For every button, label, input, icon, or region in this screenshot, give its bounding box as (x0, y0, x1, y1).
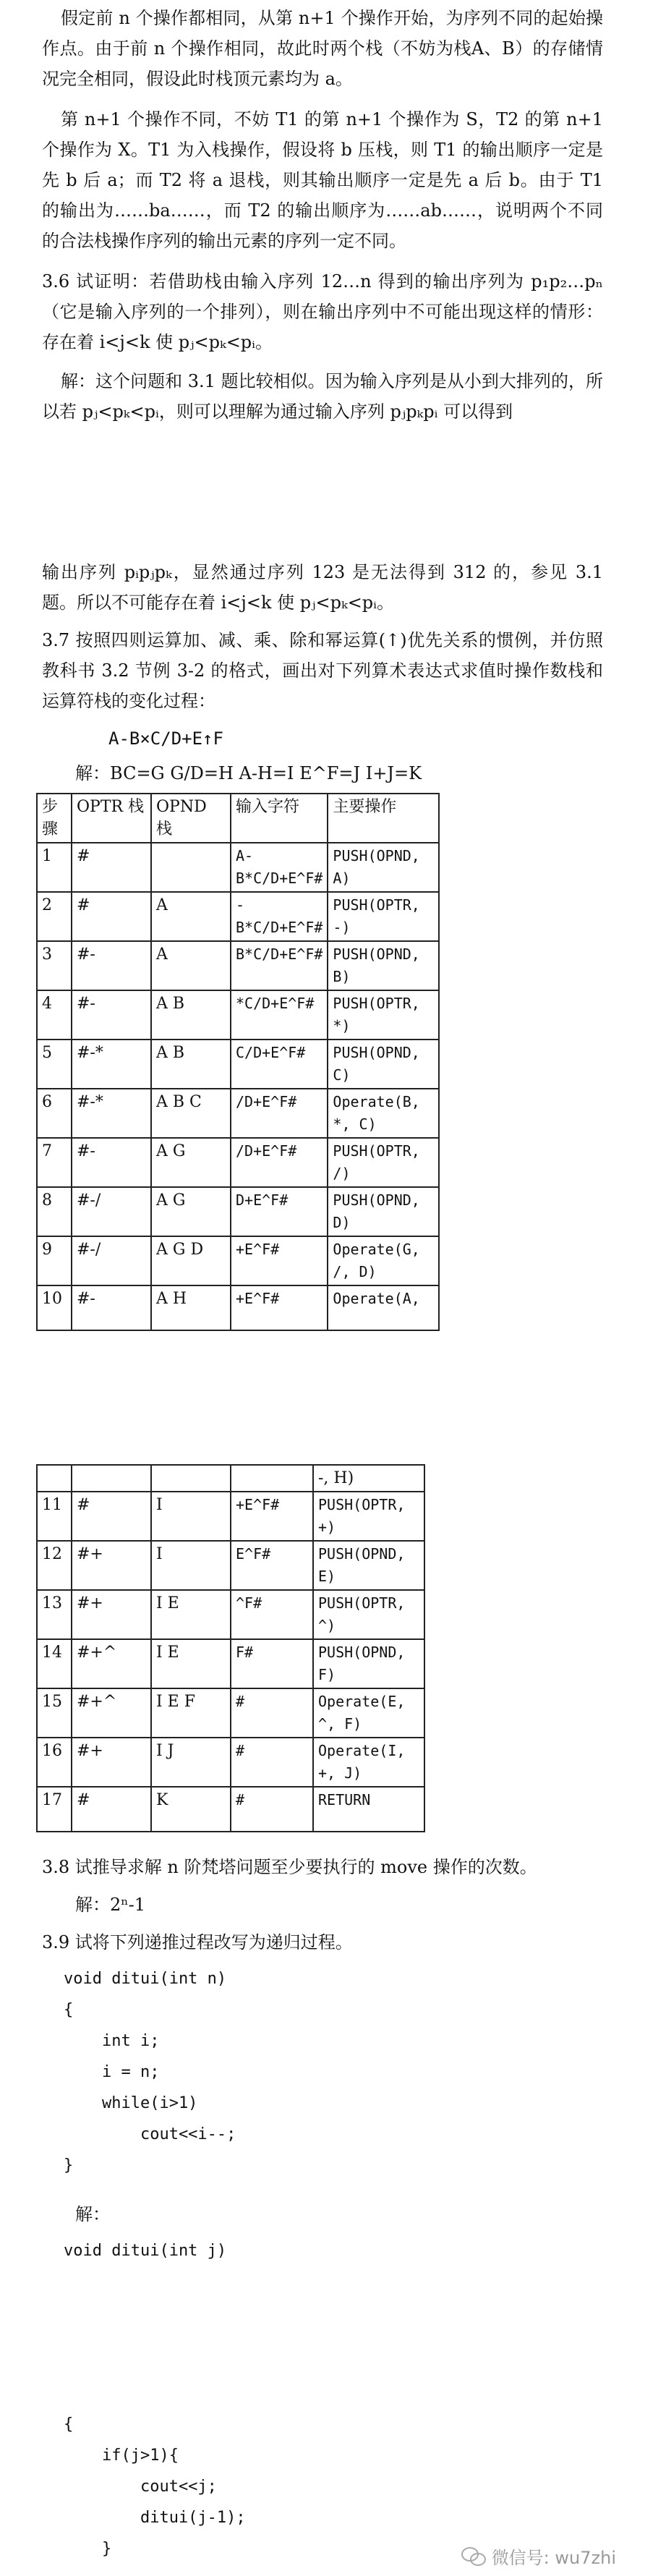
table-cell-step: 10 (37, 1285, 72, 1330)
table-cell-input: +E^F# (231, 1492, 313, 1541)
table-cell-opnd (151, 843, 231, 892)
question-3-7: 3.7 按照四则运算加、减、乘、除和幂运算(↑)优先关系的惯例，并仿照教科书 3.2 节例 3-2 的格式，画出对下列算术表达式求值时操作数栈和运算符栈的变化过程： (42, 630, 603, 711)
code-recursive-body: { if(j>1){ cout<<j; ditui(j-1); } (64, 2415, 246, 2558)
table-cell-opnd: K (151, 1787, 231, 1832)
table-cell-input: D+E^F# (231, 1187, 328, 1236)
paragraph-1: 假定前 n 个操作都相同，从第 n+1 个操作开始，为序列不同的起始操作点。由于前 n 个操作相同，故此时两个栈（不妨为栈A、B）的存储情况完全相同，假设此时栈顶元素均为 a。 (42, 8, 603, 89)
table-cell-optr: #-* (72, 1040, 151, 1089)
table-cell-opnd: I E (151, 1639, 231, 1688)
table-cell-optr: # (72, 892, 151, 941)
table-cell-opnd: A H (151, 1285, 231, 1330)
table-row (37, 1639, 424, 1688)
table-cell-optr: #+^ (72, 1688, 151, 1738)
table-cell-input: A-B*C/D+E^F# (231, 843, 328, 892)
table-cell-step: 2 (37, 892, 72, 941)
table-cell-operation: PUSH(OPTR, ^) (313, 1590, 424, 1639)
answer-3-9-label: 解： (75, 2204, 110, 2224)
header-opnd: OPND 栈 (151, 794, 231, 843)
answer-3-8: 解：2ⁿ-1 (75, 1895, 146, 1915)
table-cell-input: B*C/D+E^F# (231, 941, 328, 990)
table-cell-step: 8 (37, 1187, 72, 1236)
table-cell-input: # (231, 1738, 313, 1787)
table-row (37, 1787, 424, 1832)
table-cell-operation: Operate(G, /, D) (328, 1236, 439, 1285)
table-cell-operation: PUSH(OPND, E) (313, 1541, 424, 1590)
table-row (37, 1590, 424, 1639)
table-cell-operation: PUSH(OPND, D) (328, 1187, 439, 1236)
table-cell-operation: Operate(A, (328, 1285, 439, 1330)
table-row (37, 990, 439, 1040)
table-row (37, 1138, 439, 1187)
paragraph-2: 第 n+1 个操作不同，不妨 T1 的第 n+1 个操作为 S，T2 的第 n+1 个操作为 X。T1 为入栈操作，假设将 b 压栈，则 T1 的输出顺序一定是先 b 后 a；而 T2 将 a 退栈，则其输出顺序一定是先 a 后 b。由于 T1 的输出为……ba……，而 T2 的输出顺序为……ab……，说明两个不同的合法栈操作序列的输出元素的序列一定不同。 (42, 109, 603, 251)
watermark-text: 微信号: wu7zhi (491, 2548, 616, 2568)
table-row (37, 843, 439, 892)
table-cell-optr: # (72, 1492, 151, 1541)
header-operation: 主要操作 (328, 794, 439, 843)
table-cell-step: 17 (37, 1787, 72, 1832)
table-row (37, 1187, 439, 1236)
table-row (37, 1236, 439, 1285)
table-row-continuation (37, 1465, 424, 1492)
table-row (37, 1541, 424, 1590)
table-cell-input: +E^F# (231, 1236, 328, 1285)
table-row (37, 1688, 424, 1738)
table-cell-opnd: I E F (151, 1688, 231, 1738)
wechat-icon (461, 2546, 486, 2567)
table-cell-step: 11 (37, 1492, 72, 1541)
question-3-8: 3.8 试推导求解 n 阶梵塔问题至少要执行的 move 操作的次数。 (42, 1857, 537, 1877)
table-cell-opnd: I (151, 1541, 231, 1590)
answer-3-7-steps: 解：BC=G G/D=H A-H=I E^F=J I+J=K (75, 763, 422, 783)
table-cell-step: 9 (37, 1236, 72, 1285)
table-cell-optr: #+ (72, 1541, 151, 1590)
header-step: 步骤 (37, 794, 72, 843)
table-cell-input: F# (231, 1639, 313, 1688)
table-row (37, 941, 439, 990)
table-cell-optr: #-* (72, 1089, 151, 1138)
table-row (37, 1040, 439, 1089)
table-cell-opnd: I J (151, 1738, 231, 1787)
table-cell-step: 14 (37, 1639, 72, 1688)
table-cell-input: +E^F# (231, 1285, 328, 1330)
table-cell-operation: PUSH(OPTR, +) (313, 1492, 424, 1541)
question-3-6: 3.6 试证明：若借助栈由输入序列 12…n 得到的输出序列为 p₁p₂…pₙ（它是输入序列的一个排列），则在输出序列中不可能出现这样的情形：存在着 i<j<k 使 pⱼ<pₖ<pᵢ。 (42, 271, 603, 352)
answer-3-6-part1: 解：这个问题和 3.1 题比较相似。因为输入序列是从小到大排列的，所以若 pⱼ<pₖ<pᵢ，则可以理解为通过输入序列 pⱼpₖpᵢ 可以得到 (42, 371, 603, 422)
table-cell-step: 16 (37, 1738, 72, 1787)
table-cell-optr: #- (72, 941, 151, 990)
table-cell-optr: #- (72, 990, 151, 1040)
table-cell-opnd: A (151, 892, 231, 941)
table-row (37, 1089, 439, 1138)
table-cell-optr: # (72, 843, 151, 892)
code-iterative: void ditui(int n) { int i; i = n; while(i>1) cout<<i--; } (64, 1970, 236, 2175)
question-3-9: 3.9 试将下列递推过程改写为递归过程。 (42, 1932, 353, 1952)
header-optr: OPTR 栈 (72, 794, 151, 843)
table-cell-input: /D+E^F# (231, 1138, 328, 1187)
table-cell-optr: #-/ (72, 1187, 151, 1236)
table-row (37, 1738, 424, 1787)
table-cell-input: # (231, 1787, 313, 1832)
table-cell-opnd: A B (151, 1040, 231, 1089)
table-cell-optr: #+ (72, 1590, 151, 1639)
table-cell-optr: #+ (72, 1738, 151, 1787)
table-cell-operation: Operate(I, +, J) (313, 1738, 424, 1787)
table-cell-step: 15 (37, 1688, 72, 1738)
table-cell-step: 5 (37, 1040, 72, 1089)
table-cell-operation: RETURN (313, 1787, 424, 1832)
table-cell-input: ^F# (231, 1590, 313, 1639)
table-cell-optr: #- (72, 1285, 151, 1330)
table-cell-input: C/D+E^F# (231, 1040, 328, 1089)
table-cell-opnd: I E (151, 1590, 231, 1639)
table-cell-step: 4 (37, 990, 72, 1040)
table-cell-operation: PUSH(OPND, C) (328, 1040, 439, 1089)
table-cell-operation: PUSH(OPTR, *) (328, 990, 439, 1040)
header-input: 输入字符 (231, 794, 328, 843)
table-cell-optr: # (72, 1787, 151, 1832)
table-cell-opnd: A G (151, 1187, 231, 1236)
table-cell-continuation: -, H) (313, 1465, 424, 1492)
table-cell-opnd: I (151, 1492, 231, 1541)
stack-table-part1 (36, 793, 440, 1331)
table-cell-input: *C/D+E^F# (231, 990, 328, 1040)
table-cell-input: -B*C/D+E^F# (231, 892, 328, 941)
table-cell-input: /D+E^F# (231, 1089, 328, 1138)
table-cell-operation: PUSH(OPTR, /) (328, 1138, 439, 1187)
table-cell-step: 3 (37, 941, 72, 990)
watermark (461, 2543, 616, 2569)
table-cell-optr: #- (72, 1138, 151, 1187)
table-cell-opnd: A G (151, 1138, 231, 1187)
table-cell-operation: PUSH(OPND, B) (328, 941, 439, 990)
table-cell-opnd: A B C (151, 1089, 231, 1138)
table-cell-step: 1 (37, 843, 72, 892)
table-cell-optr: #-/ (72, 1236, 151, 1285)
table-cell-step: 13 (37, 1590, 72, 1639)
code-recursive-head: void ditui(int j) (64, 2242, 227, 2260)
table-row (37, 892, 439, 941)
table-cell-opnd: A B (151, 990, 231, 1040)
table-cell-operation: PUSH(OPND, F) (313, 1639, 424, 1688)
table-cell-opnd: A G D (151, 1236, 231, 1285)
table-cell-operation: PUSH(OPND, A) (328, 843, 439, 892)
table-cell-operation: Operate(E, ^, F) (313, 1688, 424, 1738)
table-row (37, 1492, 424, 1541)
table-cell-step: 7 (37, 1138, 72, 1187)
table-cell-step: 12 (37, 1541, 72, 1590)
table-header-row (37, 794, 439, 843)
table-cell-optr: #+^ (72, 1639, 151, 1688)
table-cell-input: # (231, 1688, 313, 1738)
table-cell-operation: Operate(B, *, C) (328, 1089, 439, 1138)
expression: A-B×C/D+E↑F (108, 728, 223, 749)
table-row (37, 1285, 439, 1330)
table-cell-input: E^F# (231, 1541, 313, 1590)
table-cell-opnd: A (151, 941, 231, 990)
table-cell-operation: PUSH(OPTR, -) (328, 892, 439, 941)
table-cell-step: 6 (37, 1089, 72, 1138)
answer-3-6-part2: 输出序列 pᵢpⱼpₖ，显然通过序列 123 是无法得到 312 的，参见 3.1 题。所以不可能存在着 i<j<k 使 pⱼ<pₖ<pᵢ。 (42, 562, 603, 613)
stack-table-part2 (36, 1464, 425, 1832)
